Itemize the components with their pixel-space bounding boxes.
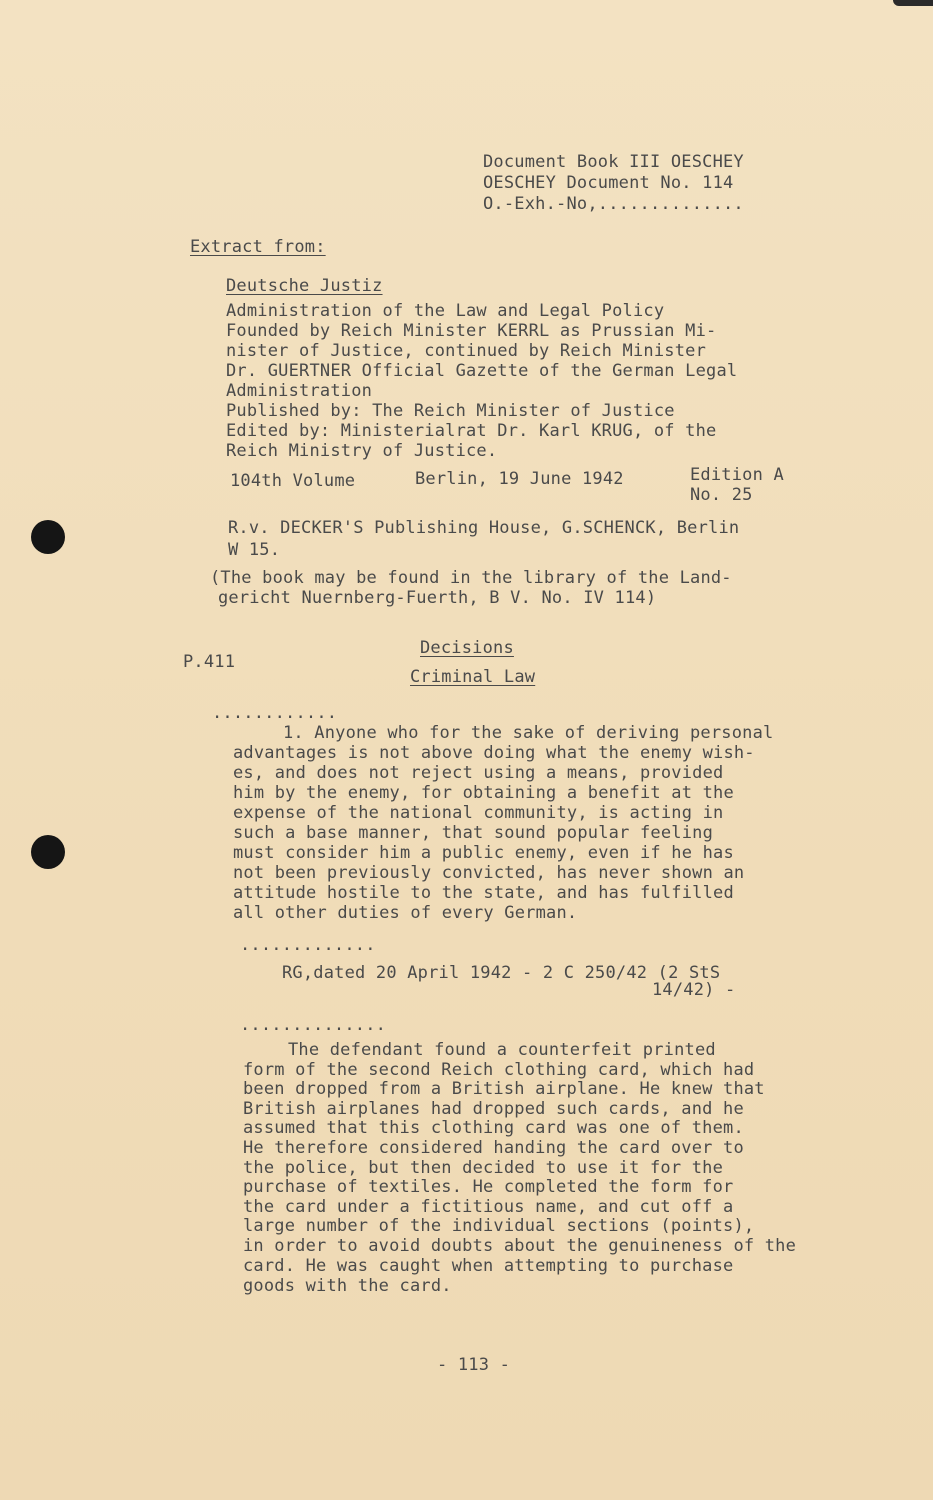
headnote-line: must consider him a public enemy, even if he has [233,843,734,863]
doc-number-line: OESCHEY Document No. 114 [483,173,734,193]
publication-line: Reich Ministry of Justice. [226,441,498,461]
publisher-line: R.v. DECKER'S Publishing House, G.SCHENCK, Berlin [228,518,740,538]
body-line: the police, but then decided to use it for the [243,1158,724,1178]
section-heading: Decisions [420,638,514,658]
body-line: form of the second Reich clothing card, which had [243,1060,755,1080]
publication-line: Administration [226,381,373,401]
publication-line: nister of Justice, continued by Reich Minister [226,341,707,361]
publication-line: Dr. GUERTNER Official Gazette of the German Legal [226,361,738,381]
separator-dots: ............ [212,703,338,723]
separator-dots: .............. [240,1015,387,1035]
body-line: been dropped from a British airplane. He knew that [243,1079,765,1099]
library-note: gericht Nuernberg-Fuerth, B V. No. IV 114) [218,588,657,608]
publication-line: Published by: The Reich Minister of Justice [226,401,675,421]
punch-hole-bottom [31,835,65,869]
headnote-line: expense of the national community, is acting in [233,803,724,823]
punch-hole-top [31,520,65,554]
section-subheading: Criminal Law [410,667,536,687]
corner-clip [893,0,933,6]
publication-line: Founded by Reich Minister KERRL as Prussian Mi- [226,321,717,341]
separator-dots: ............. [240,935,376,955]
headnote-line: 1. Anyone who for the sake of deriving personal [283,723,774,743]
publication-title: Deutsche Justiz [226,276,383,296]
body-line: The defendant found a counterfeit printed [288,1040,716,1060]
doc-book-line: Document Book III OESCHEY [483,152,744,172]
headnote-line: him by the enemy, for obtaining a benefit at the [233,783,734,803]
headnote-line: all other duties of every German. [233,903,578,923]
citation-line: 14/42) - [652,980,736,1000]
headnote-line: attitude hostile to the state, and has fulfilled [233,883,734,903]
extract-label: Extract from: [190,237,326,257]
publication-line: Edited by: Ministerialrat Dr. Karl KRUG, of the [226,421,717,441]
volume-label: 104th Volume [230,471,356,491]
body-line: large number of the individual sections (points), [243,1216,755,1236]
headnote-line: not been previously convicted, has never shown an [233,863,745,883]
body-line: goods with the card. [243,1276,452,1296]
page-reference: P.411 [183,652,236,672]
publisher-line: W 15. [228,540,281,560]
body-line: card. He was caught when attempting to purchase [243,1256,734,1276]
library-note: (The book may be found in the library of the Land- [210,568,732,588]
edition-number: No. 25 [690,485,753,505]
page-number: - 113 - [437,1355,511,1375]
body-line: purchase of textiles. He completed the form for [243,1177,734,1197]
publication-line: Administration of the Law and Legal Policy [226,301,665,321]
citation-line: RG,dated 20 April 1942 - 2 C 250/42 (2 StS [282,963,721,983]
exhibit-number-line: O.-Exh.-No,.............. [483,194,744,214]
body-line: He therefore considered handing the card over to [243,1138,744,1158]
body-line: in order to avoid doubts about the genuineness of the [243,1236,797,1256]
headnote-line: such a base manner, that sound popular feeling [233,823,714,843]
place-date: Berlin, 19 June 1942 [415,469,624,489]
body-line: the card under a fictitious name, and cut off a [243,1197,734,1217]
headnote-line: advantages is not above doing what the enemy wish- [233,743,755,763]
body-line: assumed that this clothing card was one of them. [243,1118,744,1138]
edition-label: Edition A [690,465,784,485]
headnote-line: es, and does not reject using a means, provided [233,763,724,783]
body-line: British airplanes had dropped such cards, and he [243,1099,744,1119]
